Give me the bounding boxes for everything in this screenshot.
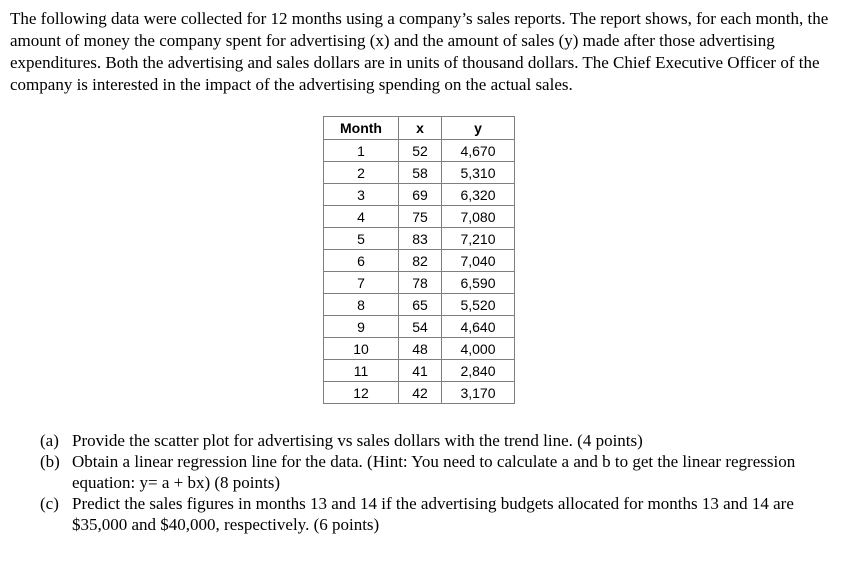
table-header-row [324,117,515,140]
cell-month: 2 [324,162,399,184]
table-row [324,250,515,272]
table-row [324,206,515,228]
cell-y: 7,210 [442,228,515,250]
cell-x: 82 [399,250,442,272]
table-row [324,316,515,338]
cell-y: 6,590 [442,272,515,294]
table-row [324,272,515,294]
cell-x: 48 [399,338,442,360]
question-marker: (b) [40,452,60,471]
table-row [324,294,515,316]
cell-month: 12 [324,382,399,404]
header-x: x [399,117,442,140]
table-row [324,360,515,382]
cell-x: 83 [399,228,442,250]
cell-x: 78 [399,272,442,294]
table-row [324,140,515,162]
cell-y: 4,640 [442,316,515,338]
cell-y: 7,040 [442,250,515,272]
question-item [10,430,830,451]
table-row [324,162,515,184]
question-marker: (a) [40,431,59,450]
cell-x: 52 [399,140,442,162]
cell-x: 58 [399,162,442,184]
cell-month: 4 [324,206,399,228]
cell-y: 5,520 [442,294,515,316]
cell-month: 10 [324,338,399,360]
data-table [323,116,515,404]
table-row [324,382,515,404]
question-list [10,430,830,535]
problem-intro: The following data were collected for 12 months using a company’s sales reports. The report shows, for each month, the amount of money the company spent for advertising (x) and the amount of sales (y) made after those advertising expenditures. Both the advertising and sales dollars are in units of thousand dollars. The Chief Executive Officer of the company is interested in the impact of the advertising spending on the actual sales. [10,9,829,94]
cell-month: 9 [324,316,399,338]
question-marker: (c) [40,494,59,513]
cell-month: 11 [324,360,399,382]
cell-y: 2,840 [442,360,515,382]
question-text: Predict the sales figures in months 13 and 14 if the advertising budgets allocated for months 13 and 14 are $35,000 and $40,000, respectively. (6 points) [72,494,794,534]
question-text: Obtain a linear regression line for the data. (Hint: You need to calculate a and b to get the linear regression equation: y= a + bx) (8 points) [72,452,796,492]
table-body [324,140,515,404]
cell-y: 7,080 [442,206,515,228]
cell-month: 3 [324,184,399,206]
table-row [324,228,515,250]
cell-x: 75 [399,206,442,228]
cell-y: 5,310 [442,162,515,184]
cell-month: 7 [324,272,399,294]
question-text: Provide the scatter plot for advertising vs sales dollars with the trend line. (4 points) [72,431,643,450]
question-item [10,451,830,493]
cell-y: 6,320 [442,184,515,206]
cell-x: 54 [399,316,442,338]
cell-month: 5 [324,228,399,250]
table-row [324,338,515,360]
cell-x: 41 [399,360,442,382]
cell-y: 4,670 [442,140,515,162]
cell-y: 4,000 [442,338,515,360]
cell-x: 69 [399,184,442,206]
table-row [324,184,515,206]
cell-x: 65 [399,294,442,316]
cell-month: 6 [324,250,399,272]
cell-month: 1 [324,140,399,162]
header-month: Month [324,117,399,140]
cell-month: 8 [324,294,399,316]
question-item [10,493,830,535]
cell-x: 42 [399,382,442,404]
cell-y: 3,170 [442,382,515,404]
header-y: y [442,117,515,140]
